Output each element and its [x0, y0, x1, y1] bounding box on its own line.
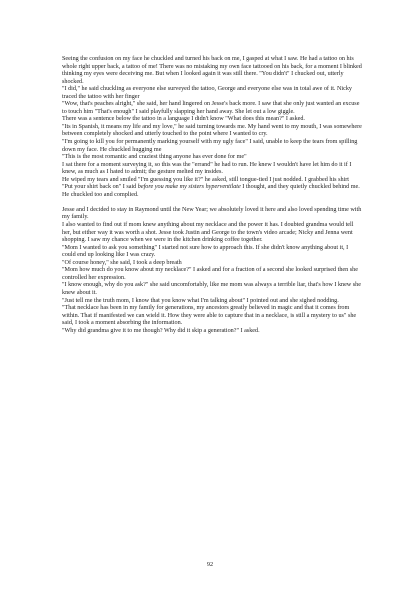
- paragraph: "I know enough, why do you ask?" she said uncomfortably, like me mom was always a terrible liar, that's how I knew she knew about it.: [62, 282, 361, 296]
- paragraph: "Mom I wanted to ask you something" I started not sure how to approach this. If she didn't know anything about it, I could end up looking like I was crazy.: [62, 244, 349, 259]
- paragraph-shirt: [62, 184, 362, 192]
- page-body: [62, 56, 362, 335]
- paragraph: "This is the most romantic and craziest thing anyone has ever done for me": [62, 154, 247, 161]
- paragraph: I also wanted to find out if mom knew anything about my necklace and the power it has. I doubted grandma would tell her, but either way it was worth a shot. Jesse took Justin and George to the town's video arcade; Nicky and Jenna went shopping. I saw my chance when we were in the kitchen drinking coffee together.: [62, 222, 354, 244]
- paragraph: Jesse and I decided to stay in Raymond until the New Year; we absolutely loved it here and also loved spending time with my family.: [62, 206, 362, 221]
- paragraph: "Just tell me the truth mom, I know that you know what I'm talking about" I pointed out and she sighed nodding.: [62, 297, 339, 304]
- paragraph: "That necklace has been in my family for generations, my ancestors greatly believed in magic and that it comes from within. That if manifested we can wield it. How they were able to capture that in a necklace, is still a mystery to us" she said, I took a moment absorbing the information.: [62, 305, 357, 327]
- paragraph: Seeing the confusion on my face he chuckled and turned his back on me, I gasped at what I saw. He had a tattoo on his whole right upper back, a tattoo of me! There was no mistaking my own face tattooed on his back, for a moment I blinked thinking my eyes were deceiving me. But when I looked again it was still there. "You didn't" I chucked out, utterly shocked.: [62, 56, 362, 85]
- paragraph: "Of course honey," she said, I took a deep breath: [62, 259, 182, 266]
- paragraph: "Mom how much do you know about my necklace?" I asked and for a fraction of a second she looked surprised then she controlled her expression.: [62, 267, 358, 281]
- paragraph: He chuckled too and complied.: [62, 191, 139, 198]
- paragraph: "Wow, that's peaches alright," she said, her hand lingered on Jesse's back more. I saw that she only just wanted an excuse to touch him "That's enough" I said playfully slapping her hand away. She let out a low giggle.: [62, 101, 360, 115]
- paragraph: I sat there for a moment surveying it, so this was the "errand" he had to run. He knew I wouldn't have let him do it if I knew, as much as I hated to admit; the gesture melted my insides.: [62, 161, 352, 176]
- paragraph: "I'm going to kill you for permanently marking yourself with my ugly face" I said, unable to keep the tears from spilling down my face. He chuckled hugging me: [62, 139, 358, 153]
- paragraph: He wiped my tears and smiled "I'm guessing you like it?" he asked, still tongue-tied I just nodded. I grabbed his shirt: [62, 176, 349, 183]
- paragraph: "I did," he said chuckling as everyone else surveyed the tattoo, George and everyone else was in total awe of it. Nicky traced the tattoo with her finger: [62, 86, 353, 100]
- shirt-line-start: "Put your shirt back on" I said: [62, 184, 138, 191]
- paragraph: "Why did grandma give it to me though? Why did it skip a generation?" I asked.: [62, 327, 260, 334]
- paragraph: "Its in Spanish, it means my life and my love," he said turning towards me. My hand went to my mouth, I was somewhere between completely shocked and utterly touched to the point where I wanted to cry.: [62, 123, 362, 138]
- paragraph: There was a sentence below the tattoo in a language I didn't know "What does this mean?" I asked.: [62, 116, 305, 123]
- page-number: 92: [206, 561, 214, 568]
- shirt-line-end: I thought, and they quietly chuckled behind me.: [240, 184, 360, 191]
- shirt-line-thought: before you make my sisters hyperventilate: [137, 184, 241, 191]
